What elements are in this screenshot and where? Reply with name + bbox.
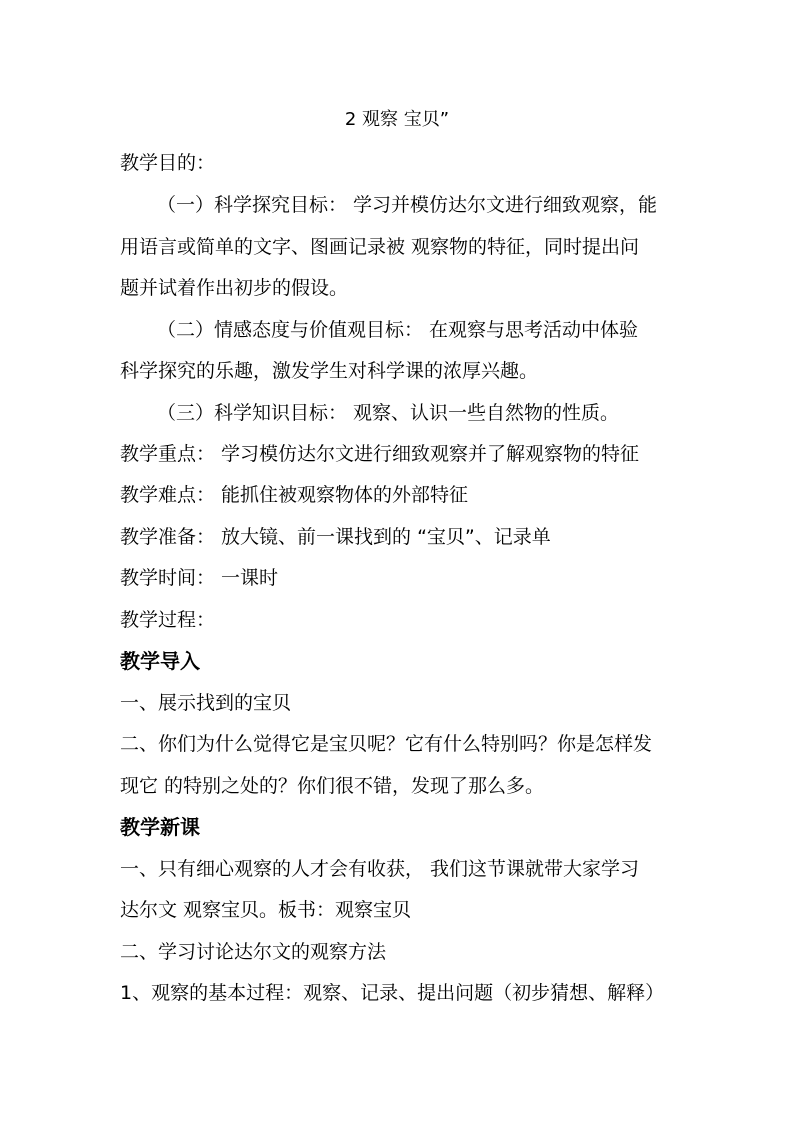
lesson-item-1-line-1: 一、只有细心观察的人才会有收获， 我们这节课就带大家学习 [120,858,640,880]
objective-1-line-3: 题并试着作出初步的假设。 [120,277,349,299]
lesson-subitem-1: 1、观察的基本过程：观察、记录、提出问题（初步猜想、解释） [120,982,665,1004]
teaching-process-heading: 教学过程： [120,609,216,631]
objective-1-line-1: （一）科学探究目标： 学习并模仿达尔文进行细致观察，能 [157,194,658,216]
lesson-item-2: 二、学习讨论达尔文的观察方法 [120,941,387,963]
intro-item-2-line-2: 现它 的特别之处的？你们很不错，发现了那么多。 [120,775,545,797]
teaching-time: 教学时间： 一课时 [120,567,279,589]
teaching-focus: 教学重点： 学习模仿达尔文进行细致观察并了解观察物的特征 [120,443,640,465]
objective-2-line-2: 科学探究的乐趣，激发学生对科学课的浓厚兴趣。 [120,360,539,382]
teaching-preparation: 教学准备： 放大镜、前一课找到的 “宝贝”、记录单 [120,526,551,548]
objective-2-line-1: （二）情感态度与价值观目标： 在观察与思考活动中体验 [157,319,639,341]
document-title: 2 观察 宝贝” [344,109,450,130]
lesson-item-1-line-2: 达尔文 观察宝贝。板书：观察宝贝 [120,899,412,921]
teaching-objectives-heading: 教学目的： [120,152,216,174]
objective-3: （三）科学知识目标： 观察、认识一些自然物的性质。 [157,402,620,424]
section-new-lesson-heading: 教学新课 [120,815,200,839]
objective-1-line-2: 用语言或简单的文字、图画记录被 观察物的特征，同时提出问 [120,236,640,258]
teaching-difficulty: 教学难点： 能抓住被观察物体的外部特征 [120,484,469,506]
section-introduction-heading: 教学导入 [120,649,200,673]
intro-item-1: 一、展示找到的宝贝 [120,692,292,714]
intro-item-2-line-1: 二、你们为什么觉得它是宝贝呢？它有什么特别吗？你是怎样发 [120,733,653,755]
